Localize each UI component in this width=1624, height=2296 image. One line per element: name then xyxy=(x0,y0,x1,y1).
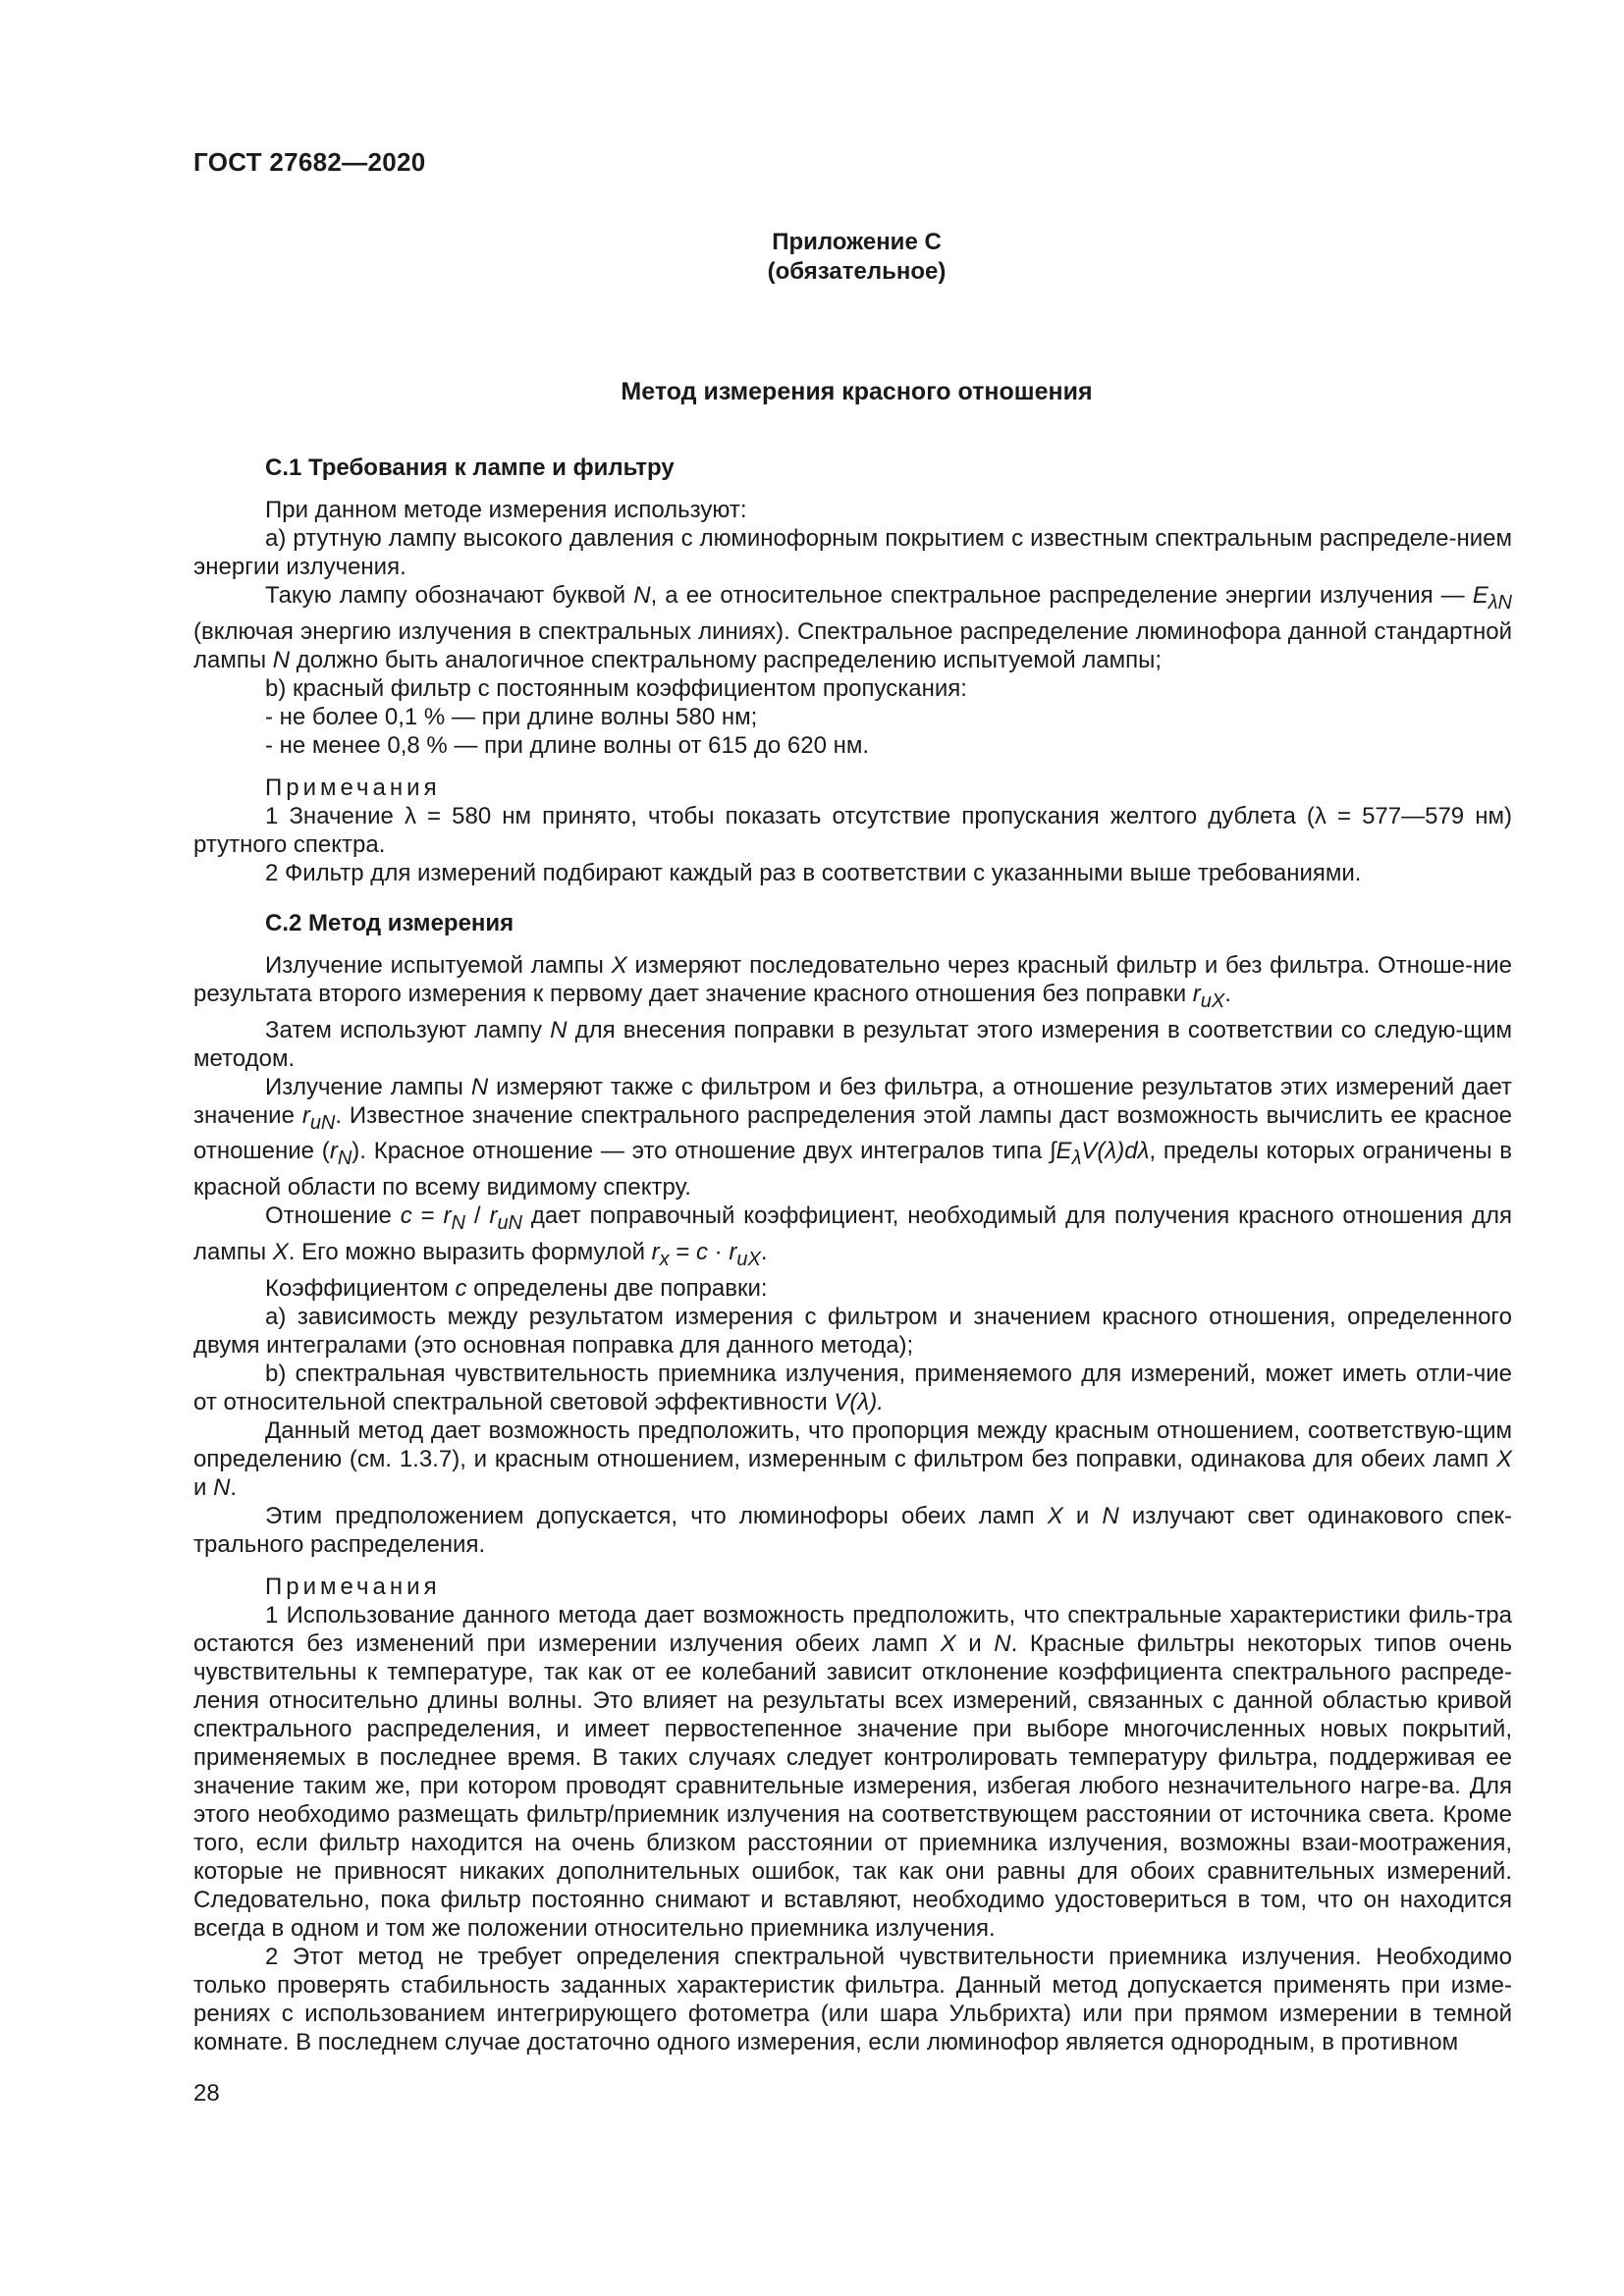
paragraph: Этим предположением допускается, что люминофоры обеих ламп X и N излучают свет одинакового спек-трального распределения. xyxy=(193,1502,1512,1558)
note: 2 Этот метод не требует определения спектральной чувствительности приемника излучения. Необходимо только проверять стабильность заданных характеристик фильтра. Данный метод допускается применять при изме-рениях с использованием интегрирующего фотометра (или шара Ульбрихта) или при прямом измерении в темной комнате. В последнем случае достаточно одного измерения, если люминофор является однородным, в противном xyxy=(193,1943,1512,2056)
paragraph: Коэффициентом c определены две поправки: xyxy=(265,1274,768,1302)
document-body xyxy=(193,454,1512,2056)
paragraph: а) зависимость между результатом измерения с фильтром и значением красного отношения, определенного двумя интегралами (это основная поправка для данного метода); xyxy=(193,1303,1512,1359)
page-number: 28 xyxy=(193,2080,220,2107)
paragraph: Отношение $c = r_N / r_{uN}$ дает поправочный коэффициент, необходимый для получения красного отношения для лампы X. Его можно выразить формулой $r_x = c \cdot r_{uX}$. xyxy=(193,1202,1512,1270)
annex-status: (обязательное) xyxy=(767,258,947,285)
annex-label: Приложение С xyxy=(772,229,942,255)
paragraph: Излучение лампы N измеряют также с фильтром и без фильтра, а отношение результатов этих измерений дает значение $r_{uN}$. Известное значение спектрального распределения этой лампы даст возможность вычислить ее красное отношение $(r_N)$. Красное отношение — это отношение двух интегралов типа $\int E_\lambda V(\lambda)d\lambda$, пределы которых ограничены в красной области по всему видимому спектру. xyxy=(193,1073,1513,1201)
note: 2 Фильтр для измерений подбирают каждый раз в соответствии с указанными выше требованиями. xyxy=(265,859,1362,886)
heading-c1: С.1 Требования к лампе и фильтру xyxy=(265,454,675,481)
notes-heading: Примечания xyxy=(265,774,441,801)
paragraph: При данном методе измерения используют: xyxy=(265,497,747,523)
note: 1 Использование данного метода дает возможность предположить, что спектральные характеристики филь-тра остаются без изменений при измерении излучения обеих ламп X и N. Красные фильтры некоторых типов очень чувствительны к температуре, так как от ее колебаний зависит отклонение коэффициента спектрального распреде-ления относительно длины волны. Это влияет на результаты всех измерений, связанных с данной областью кривой спектрального распределения, и имеет первостепенное значение при выборе многочисленных новых покрытий, применяемых в последнее время. В таких случаях следует контролировать температуру фильтра, поддерживая ее значение таким же, при котором проводят сравнительные измерения, избегая любого незначительного нагре-ва. Для этого необходимо размещать фильтр/приемник излучения на соответствующем расстоянии от источника света. Кроме того, если фильтр находится на очень близком расстоянии от приемника излучения, возможны взаи-моотражения, которые не привносят никаких дополнительных ошибок, так как они равны для обоих сравнительных измерений. Следовательно, пока фильтр постоянно снимают и вставляют, необходимо удостовериться в том, что он находится всегда в одном и том же положении относительно приемника излучения. xyxy=(193,1601,1512,1942)
paragraph: Такую лампу обозначают буквой N, а ее относительное спектральное распределение энергии излучения — $E_{\lambda N}$ (включая энергию излучения в спектральных линиях). Спектральное распределение люминофора данной стандартной лампы N должно быть аналогичное спектральному распределению испытуемой лампы; xyxy=(193,582,1512,673)
document-header: ГОСТ 27682—2020 xyxy=(193,147,426,177)
list-item: - не менее 0,8 % — при длине волны от 615 до 620 нм. xyxy=(265,731,870,759)
paragraph: Данный метод дает возможность предположить, что пропорция между красным отношением, соответствую-щим определению (см. 1.3.7), и красным отношением, измеренным с фильтром без поправки, одинакова для обеих ламп X и N. xyxy=(193,1416,1512,1501)
paragraph: а) ртутную лампу высокого давления с люминофорным покрытием с известным спектральным распределе-нием энергии излучения. xyxy=(193,525,1512,580)
list-item: - не более 0,1 % — при длине волны 580 нм; xyxy=(265,703,758,730)
heading-c2: С.2 Метод измерения xyxy=(265,909,514,936)
paragraph: b) красный фильтр с постоянным коэффициентом пропускания: xyxy=(265,674,967,702)
section-title: Метод измерения красного отношения xyxy=(621,378,1093,405)
paragraph: Затем используют лампу N для внесения поправки в результат этого измерения в соответствии со следую-щим методом. xyxy=(193,1016,1513,1072)
paragraph: Излучение испытуемой лампы X измеряют последовательно через красный фильтр и без фильтра. Отноше-ние результата второго измерения к первому дает значение красного отношения без поправки $r_{uX}$. xyxy=(193,951,1512,1012)
paragraph: b) спектральная чувствительность приемника излучения, применяемого для измерений, может иметь отли-чие от относительной спектральной световой эффективности V(λ). xyxy=(193,1360,1512,1415)
notes-heading: Примечания xyxy=(265,1573,441,1600)
note: 1 Значение λ = 580 нм принято, чтобы показать отсутствие пропускания желтого дублета (λ = 577—579 нм) ртутного спектра. xyxy=(193,802,1512,858)
